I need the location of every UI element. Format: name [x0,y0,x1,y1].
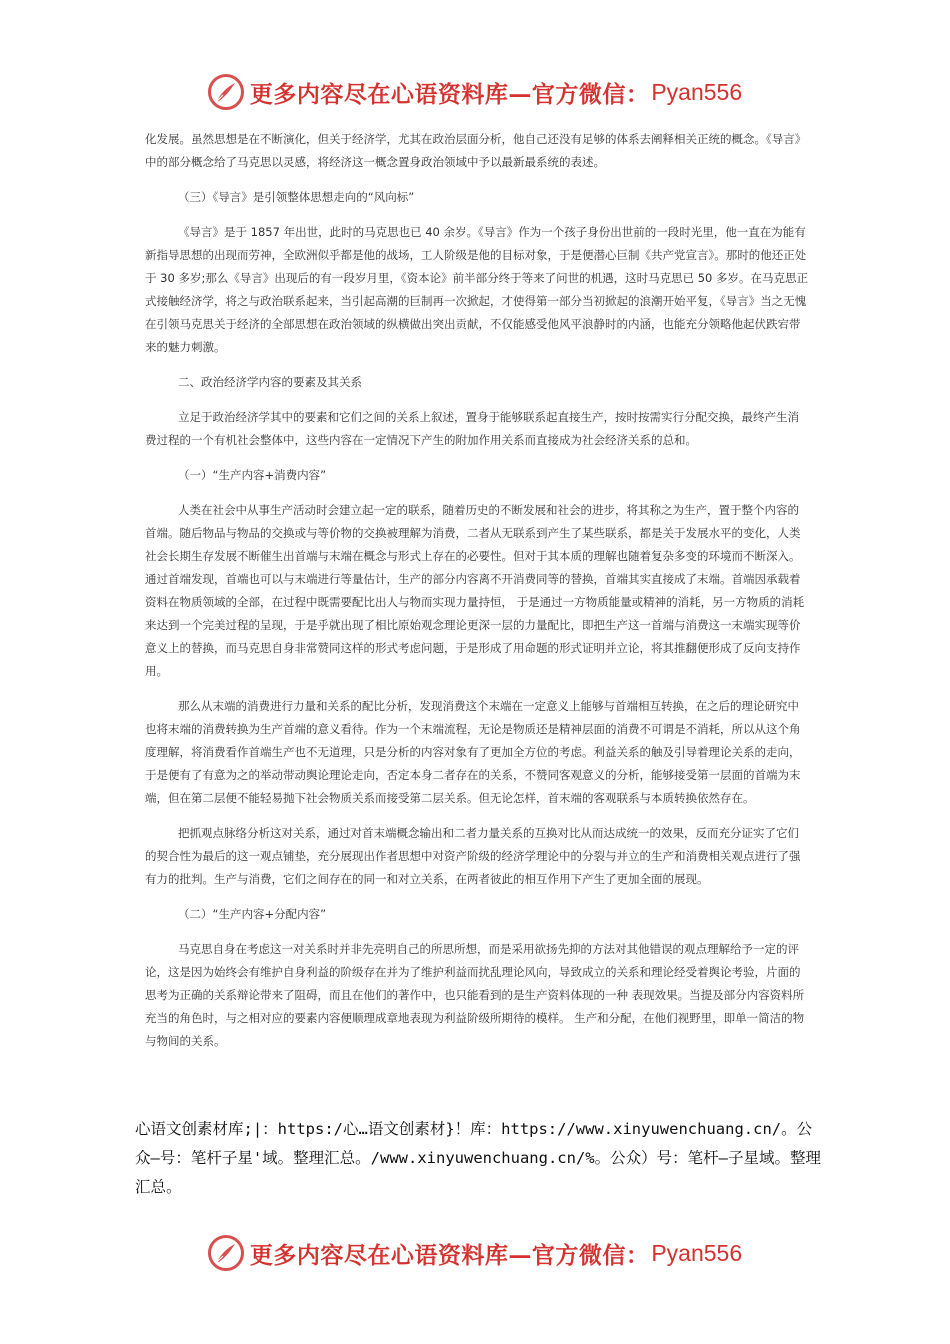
paragraph: 那么从末端的消费进行力量和关系的配比分析，发现消费这个末端在一定意义上能够与首端相互转换，在之后的理论研究中也将末端的消费转换为生产首端的意义看待。作为一个末端流程，无论是物质还是精神层面的消费不可谓是不消耗，所以从这个角度理解，将消费看作首端生产也不无道理，只是分析的内容对象有了更加全方位的考虑。利益关系的触及引导着理论关系的走向，于是便有了有意为之的举动带动舆论理论走向，否定本身二者存在的关系，不赞同客观意义的分析，能够接受第一层面的首端为末端，但在第二层便不能轻易抛下社会物质关系而接受第二层关系。但无论怎样，首末端的客观联系与本质转换依然存在。 [145,699,801,805]
section-heading: （一）“生产内容+消费内容” [178,468,327,482]
banner-wechat-id: Pyan556 [651,1239,743,1266]
footer-source-note: 心语文创素材库;|：https:/心…语文创素材}！库：https://www.xinyuwenchuang.cn/。公众—号：笔杆子星'域。整理汇总。/www.xinyuwenchuang.cn/%。公众）号：笔杆—子星域。整理汇总。 [135,1120,821,1196]
paragraph: 立足于政治经济学其中的要素和它们之间的关系上叙述，置身于能够联系起直接生产，按时按需实行分配交换，最终产生消费过程的一个有机社会整体中，这些内容在一定情况下产生的附加作用关系而直接成为社会经济关系的总和。 [145,410,799,447]
quill-logo-icon [208,74,244,110]
paragraph: 人类在社会中从事生产活动时会建立起一定的联系，随着历史的不断发展和社会的进步，将其称之为生产，置于整个内容的首端。随后物品与物品的交换或与等价物的交换被理解为消费，二者从无联系到产生了某些联系，都是关于发展水平的变化，人类社会长期生存发展不断催生出首端与末端在概念与形式上存在的必要性。但对于其本质的理解也随着复杂多变的环境而不断深入。通过首端发现，首端也可以与末端进行等量估计，生产的部分内容离不开消费同等的替换，首端其实直接成了末端。首端因承载着资料在物质领域的全部，在过程中既需要配比出人与物而实现力量持恒， 于是通过一方物质能量或精神的消耗，另一方物质的消耗来达到一个完美过程的呈现，于是乎就出现了相比原始观念理论更深一层的力量配比，即把生产这一首端与消费这一末端实现等价意义上的替换，而马克思自身非常赞同这样的形式考虑问题，于是形成了用命题的形式证明并立论，将其推翻便形成了反向支持作用。 [145,503,805,678]
paragraph: 把抓观点脉络分析这对关系，通过对首末端概念输出和二者力量关系的互换对比从而达成统一的效果，反而充分证实了它们的契合性为最后的这一观点铺垫，充分展现出作者思想中对资产阶级的经济学理论中的分裂与并立的生产和消费相关观点进行了强有力的批判。生产与消费，它们之间存在的同一和对立关系，在两者彼此的相互作用下产生了更加全面的展现。 [145,826,801,886]
banner-wechat-id: Pyan556 [651,78,743,105]
section-heading: （二）“生产内容+分配内容” [178,907,327,921]
section-heading: 二、政治经济学内容的要素及其关系 [178,375,362,389]
bottom-banner [0,1231,950,1275]
paragraph: 化发展。虽然思想是在不断演化，但关于经济学，尤其在政治层面分析，他自己还没有足够的体系去阐释相关正统的概念。《导言》中的部分概念给了马克思以灵感，将经济这一概念置身政治领域中予以最新最系统的表述。 [145,132,807,169]
paragraph: 《导言》是于 1857 年出世，此时的马克思也已 40 余岁。《导言》作为一个孩子身份出世前的一段时光里，他一直在为能有新指导思想的出现而劳神，全欧洲似乎都是他的战场，工人阶级是他的目标对象，于是便潜心巨制《共产党宣言》。那时的他还正处于 30 多岁;那么《导言》出现后的有一段岁月里，《资本论》前半部分终于等来了问世的机遇，这时马克思已 50 多岁。在马克思正式接触经济学，将之与政治联系起来，当引起高潮的巨制再一次掀起，才使得第一部分当初掀起的浪潮开始平复，《导言》当之无愧在引领马克思关于经济的全部思想在政治领域的纵横做出突出贡献，不仅能感受他风平浪静时的内涵，也能充分领略他起伏跌宕带来的魅力刺激。 [145,225,809,354]
banner-slogan: 更多内容尽在心语资料库—官方微信： [249,1241,650,1269]
banner-slogan: 更多内容尽在心语资料库—官方微信： [249,80,650,108]
quill-logo-icon [208,1235,244,1271]
section-heading: （三）《导言》是引领整体思想走向的“风向标” [178,190,415,204]
paragraph: 马克思自身在考虑这一对关系时并非先亮明自己的所思所想，而是采用欲扬先抑的方法对其他错误的观点理解给予一定的评论，这是因为始终会有维护自身利益的阶级存在并为了维护利益而扰乱理论风向，导致成立的关系和理论经受着舆论考验，片面的思考为正确的关系辩论带来了阻碍，而且在他们的著作中，也只能看到的是生产资料体现的一种 表现效果。当提及部分内容资料所充当的角色时，与之相对应的要素内容便顺理成章地表现为利益阶级所期待的模样。 生产和分配，在他们视野里，即单一简洁的物与物间的关系。 [145,942,805,1048]
top-banner [0,70,950,114]
article-body [145,128,810,1053]
